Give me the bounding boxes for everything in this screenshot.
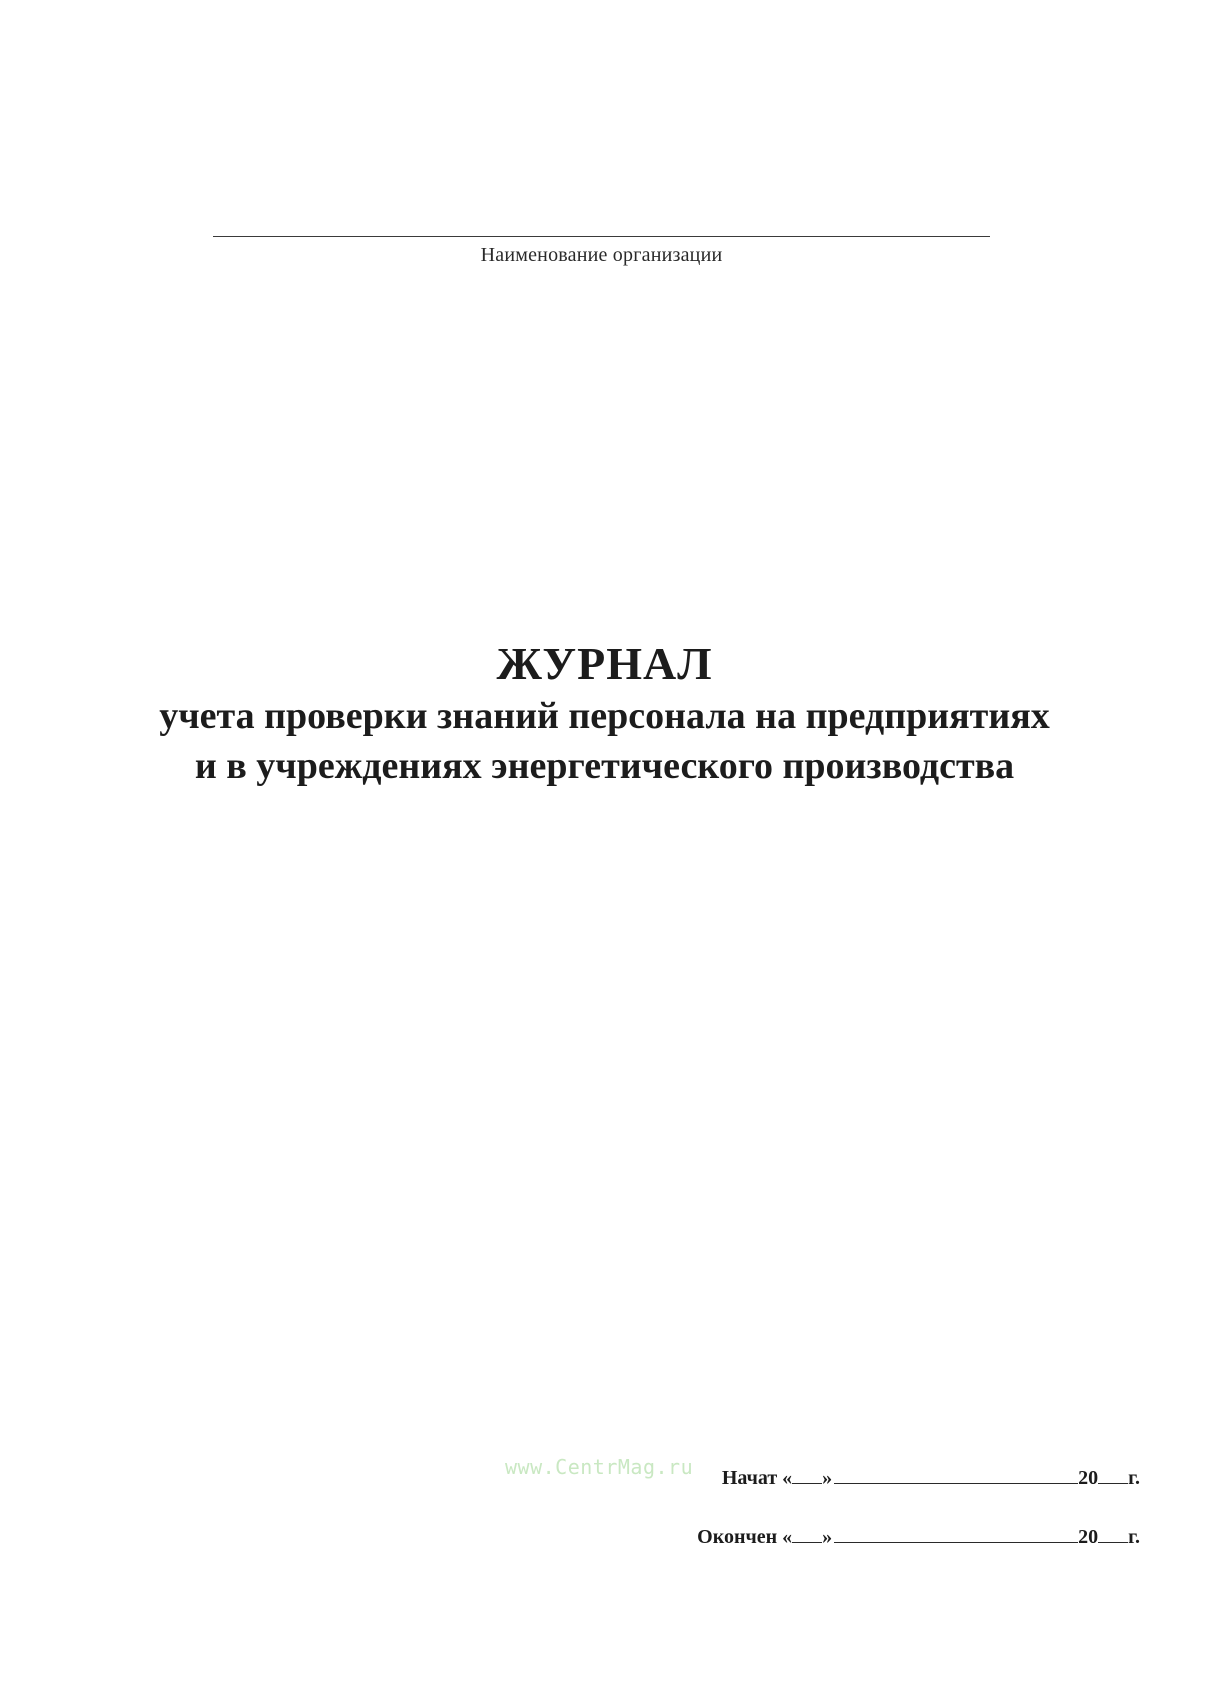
journal-subtitle-line-1: учета проверки знаний персонала на предприятиях (159, 695, 1050, 737)
start-year-suffix: г. (1128, 1467, 1140, 1489)
end-year-blank (1098, 1524, 1128, 1543)
journal-title-block (40, 637, 1169, 791)
end-open-quote: « (782, 1526, 793, 1548)
end-date-row (697, 1524, 1140, 1549)
end-close-quote: » (822, 1526, 833, 1548)
start-close-quote: » (822, 1467, 833, 1489)
end-day-blank (792, 1524, 822, 1543)
watermark: www.CentrMag.ru (505, 1455, 694, 1479)
end-date-label: Окончен (697, 1526, 778, 1548)
start-day-blank (792, 1465, 822, 1484)
end-month-blank (834, 1524, 1078, 1543)
end-year-prefix: 20 (1078, 1526, 1099, 1548)
start-month-blank (834, 1465, 1078, 1484)
start-date-row (722, 1465, 1140, 1490)
start-year-blank (1098, 1465, 1128, 1484)
end-year-suffix: г. (1128, 1526, 1140, 1548)
start-open-quote: « (782, 1467, 793, 1489)
start-date-label: Начат (721, 1467, 778, 1489)
organization-block (213, 236, 990, 267)
organization-caption: Наименование организации (480, 244, 723, 266)
start-year-prefix: 20 (1078, 1467, 1099, 1489)
journal-subtitle-line-2: и в учреждениях энергетического производства (194, 745, 1015, 787)
organization-name-line (213, 236, 990, 237)
journal-title: ЖУРНАЛ (496, 638, 713, 689)
